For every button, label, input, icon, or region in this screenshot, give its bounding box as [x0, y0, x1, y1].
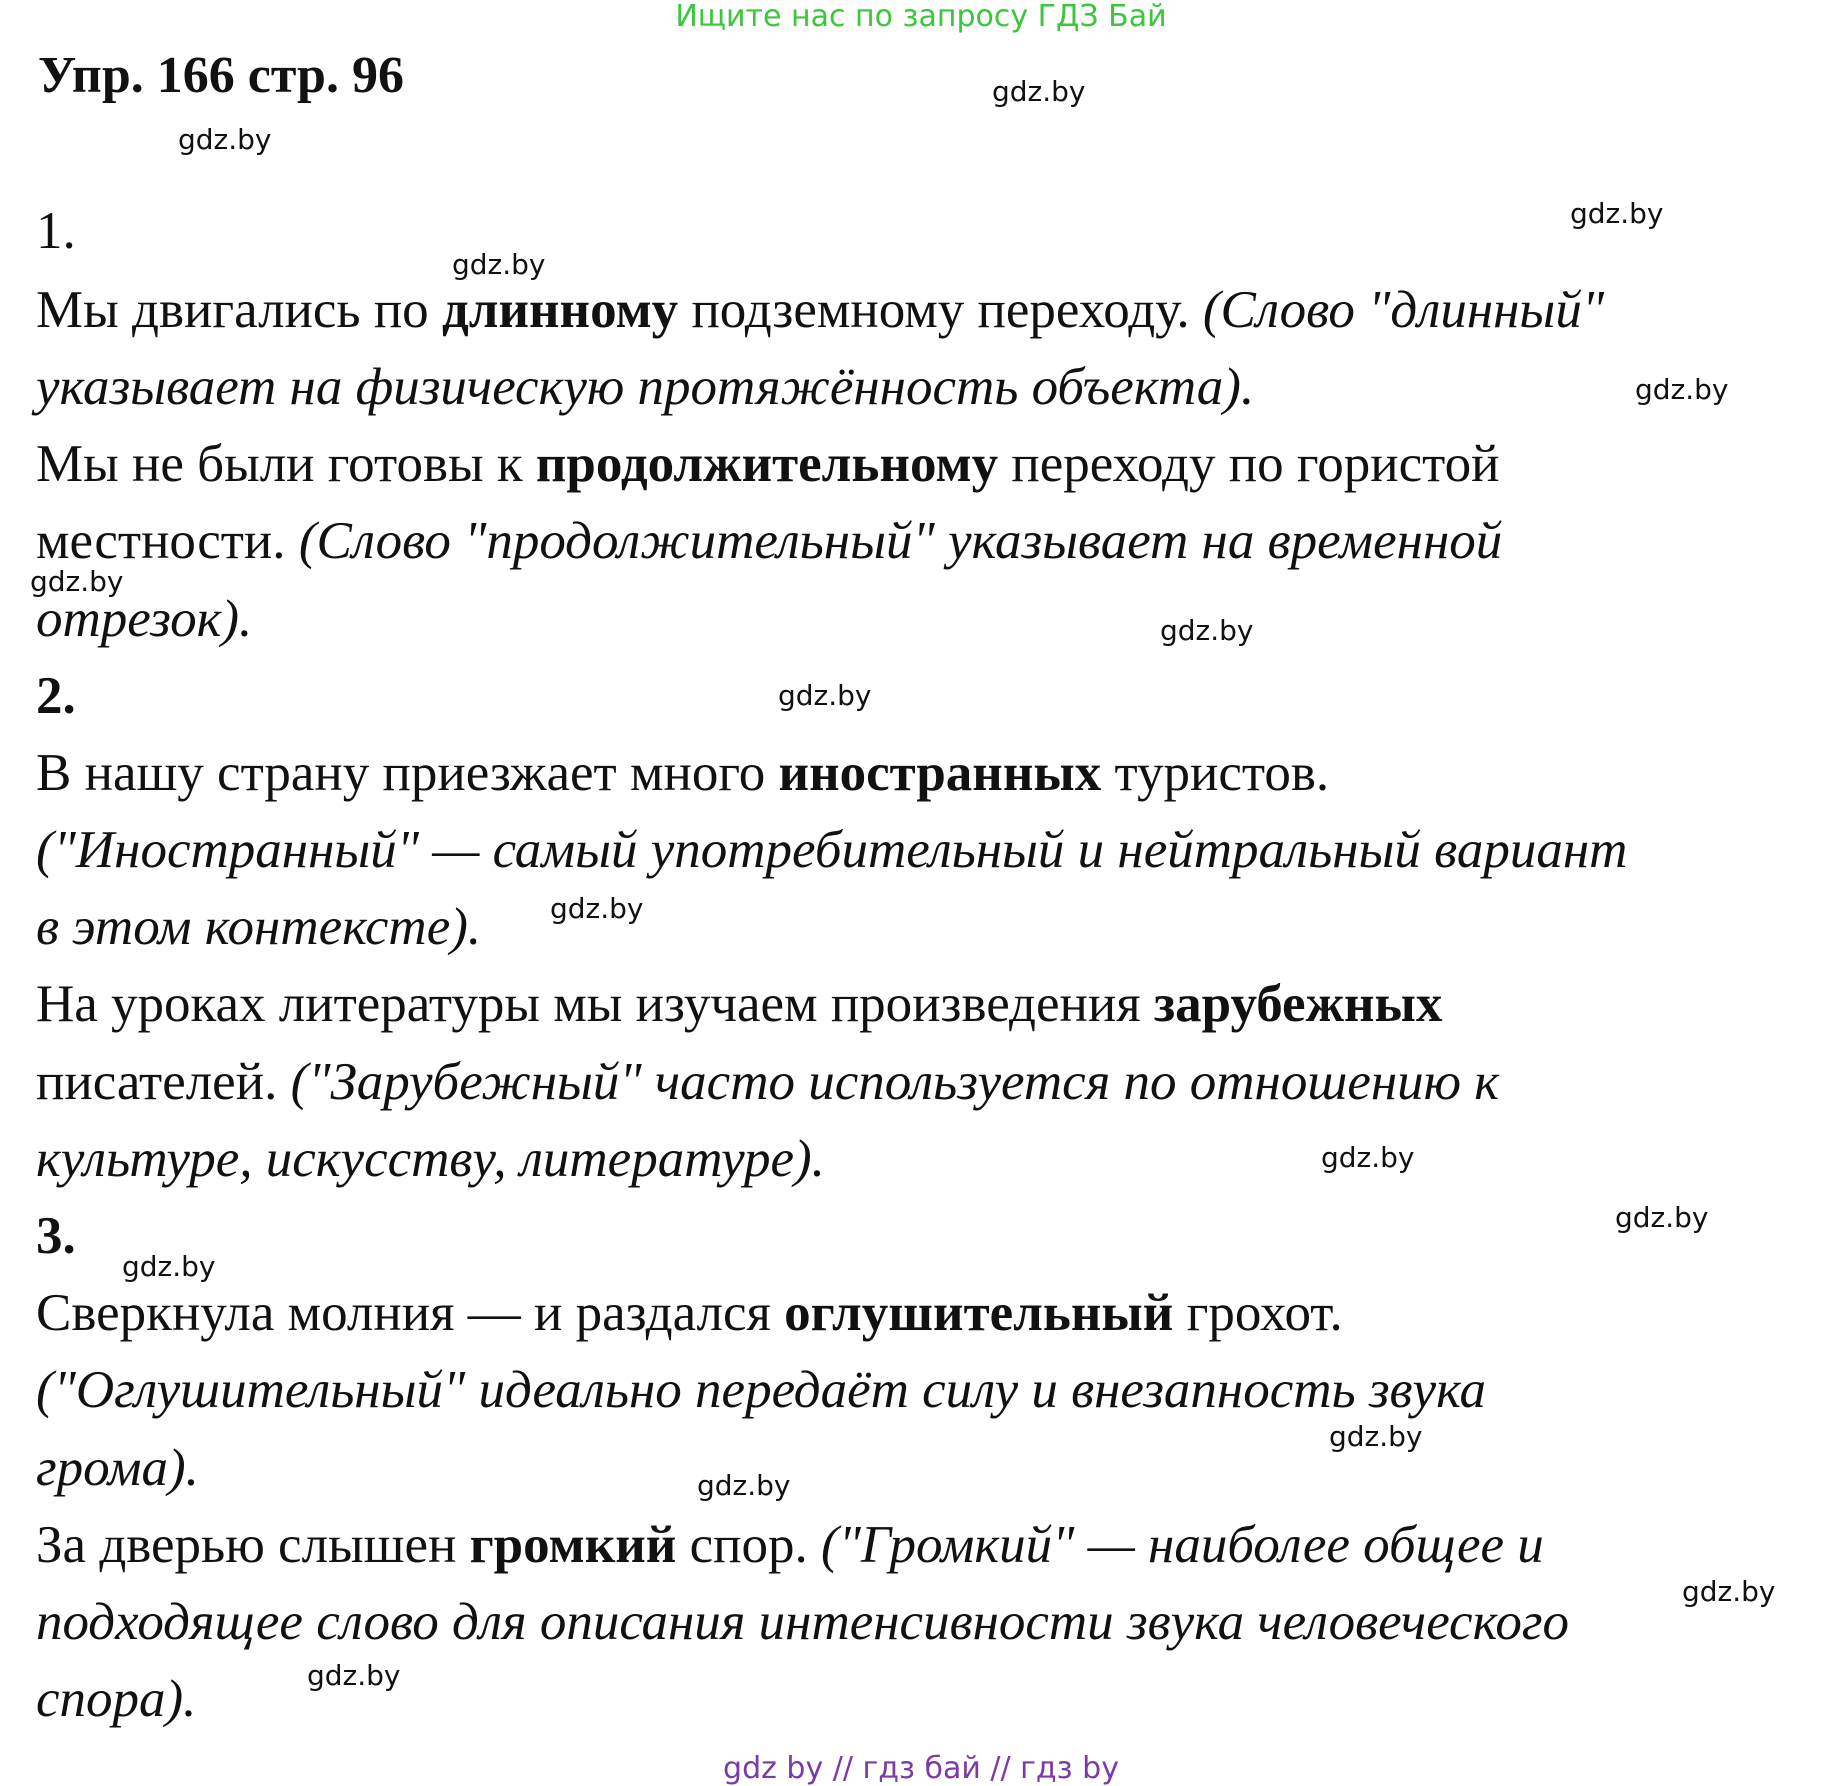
watermark: gdz.by — [992, 75, 1086, 108]
text-line — [36, 1128, 825, 1190]
text-line — [36, 742, 1329, 804]
explanation: ("Зарубежный" часто используется по отношению к — [290, 1053, 1500, 1111]
text-line — [36, 1514, 1544, 1576]
watermark: gdz.by — [178, 123, 272, 156]
footer-watermark: gdz by // гдз бай // гдз by — [723, 1751, 1119, 1786]
watermark: gdz.by — [452, 248, 546, 281]
text: Мы двигались по — [36, 281, 442, 339]
explanation: ("Оглушительный" идеально передаёт силу и внезапность звука — [36, 1361, 1487, 1419]
text-line — [36, 1591, 1569, 1653]
watermark: gdz.by — [1321, 1141, 1415, 1174]
text-line — [36, 819, 1627, 881]
explanation: ("Иностранный" — самый употребительный и нейтральный вариант — [36, 821, 1628, 879]
exercise-title: Упр. 166 стр. 96 — [38, 47, 404, 104]
highlighted-word: иностранных — [778, 744, 1102, 802]
explanation: (Слово "продолжительный" указывает на временной — [298, 512, 1503, 570]
watermark: gdz.by — [1615, 1201, 1709, 1234]
watermark: gdz.by — [697, 1469, 791, 1502]
explanation: грома). — [36, 1439, 199, 1497]
item-number-3: 3. — [36, 1207, 76, 1265]
text-line — [36, 1051, 1499, 1113]
text: местности. — [36, 512, 299, 570]
watermark: gdz.by — [122, 1250, 216, 1283]
text-line — [36, 588, 252, 650]
watermark: gdz.by — [307, 1659, 401, 1692]
text: спор. — [676, 1516, 821, 1574]
explanation: отрезок). — [36, 590, 253, 648]
watermark: gdz.by — [1160, 614, 1254, 647]
text-line — [36, 433, 1499, 495]
text: подземному переходу. — [678, 281, 1203, 339]
text: переходу по гористой — [998, 435, 1500, 493]
watermark: gdz.by — [550, 892, 644, 925]
explanation: указывает на физическую протяжённость объекта). — [36, 358, 1255, 416]
text: туристов. — [1101, 744, 1330, 802]
highlighted-word: продолжительному — [535, 435, 999, 493]
text-line — [36, 510, 1502, 572]
text: На уроках литературы мы изучаем произведения — [36, 975, 1154, 1033]
text-line — [36, 1437, 199, 1499]
text: грохот. — [1173, 1284, 1343, 1342]
text-line — [36, 356, 1254, 418]
text-line — [36, 1359, 1486, 1421]
text-line — [36, 1282, 1343, 1344]
watermark: gdz.by — [30, 565, 124, 598]
explanation: в этом контексте). — [36, 898, 482, 956]
watermark: gdz.by — [1570, 197, 1664, 230]
text-line — [36, 973, 1442, 1035]
highlighted-word: зарубежных — [1153, 975, 1443, 1033]
explanation: подходящее слово для описания интенсивности звука человеческого — [36, 1593, 1570, 1651]
text: В нашу страну приезжает много — [36, 744, 779, 802]
explanation: спора). — [36, 1670, 197, 1728]
watermark: gdz.by — [1635, 373, 1729, 406]
explanation: (Слово "длинный" — [1202, 281, 1605, 339]
highlighted-word: оглушительный — [784, 1284, 1174, 1342]
text-line — [36, 896, 481, 958]
text: Сверкнула молния — и раздался — [36, 1284, 785, 1342]
watermark: gdz.by — [1682, 1575, 1776, 1608]
text: писателей. — [36, 1053, 291, 1111]
text-line — [36, 1668, 196, 1730]
text: Мы не были готовы к — [36, 435, 536, 493]
explanation: культуре, искусству, литературе). — [36, 1130, 825, 1188]
highlighted-word: длинному — [441, 281, 679, 339]
search-hint-banner: Ищите нас по запросу ГДЗ Бай — [675, 0, 1167, 34]
watermark: gdz.by — [1329, 1420, 1423, 1453]
explanation: ("Громкий" — наиболее общее и — [820, 1516, 1544, 1574]
item-number-2: 2. — [36, 667, 76, 725]
item-number-1: 1. — [36, 202, 76, 260]
text-line — [36, 279, 1604, 341]
watermark: gdz.by — [778, 679, 872, 712]
highlighted-word: громкий — [469, 1516, 677, 1574]
text: За дверью слышен — [36, 1516, 470, 1574]
